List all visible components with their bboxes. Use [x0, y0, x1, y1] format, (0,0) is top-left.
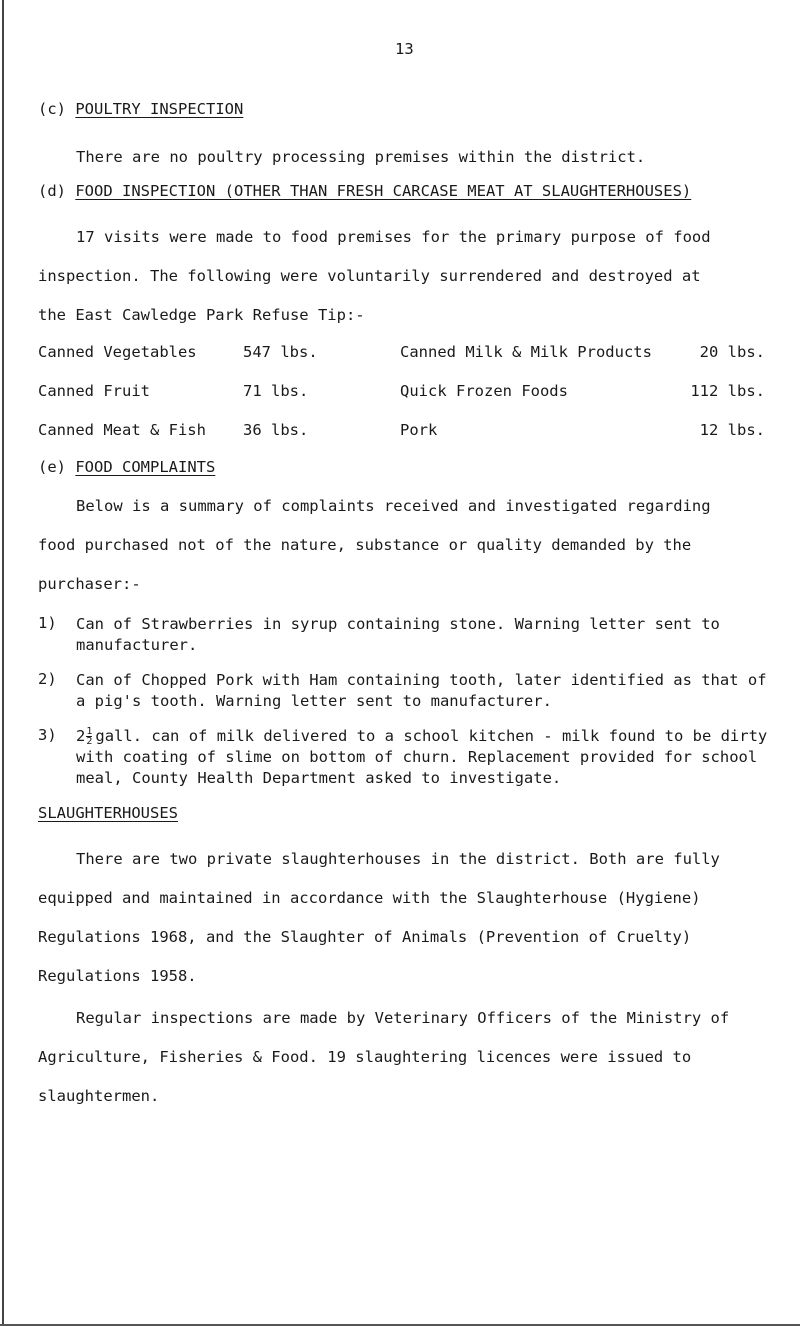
slaughterhouses-para1-line-2: equipped and maintained in accordance with the Slaughterhouse (Hygiene): [38, 889, 701, 907]
complaint-text: Can of Chopped Pork with Ham containing tooth, later identified as that of a pig's tooth. Warning letter sent to manufacturer.: [76, 671, 767, 710]
complaint-item-3: [76, 726, 776, 789]
poultry-text: There are no poultry processing premises within the district.: [76, 148, 646, 166]
item-left-name: Canned Fruit: [38, 382, 150, 400]
quantity-whole: 2: [76, 727, 86, 745]
complaints-line-3: purchaser:-: [38, 575, 141, 593]
slaughterhouses-para2-line-3: slaughtermen.: [38, 1087, 160, 1105]
poultry-heading: [38, 100, 243, 118]
food-inspection-heading: [38, 182, 691, 200]
slaughterhouses-heading: SLAUGHTERHOUSES: [38, 804, 178, 822]
slaughterhouses-para2-line-1: Regular inspections are made by Veterinary Officers of the Ministry of: [76, 1009, 730, 1027]
complaints-heading-prefix: (e): [38, 458, 66, 476]
item-left-qty: 71 lbs.: [243, 382, 309, 400]
food-inspection-line-1: 17 visits were made to food premises for the primary purpose of food: [76, 228, 711, 246]
complaint-number: 1): [38, 614, 57, 632]
page-number: 13: [395, 40, 414, 58]
food-inspection-heading-text: FOOD INSPECTION (OTHER THAN FRESH CARCASE MEAT AT SLAUGHTERHOUSES): [75, 182, 692, 200]
complaint-text: gall. can of milk delivered to a school kitchen - milk found to be dirty with coating of slime on bottom of churn. Replacement provided for school meal, County Health Department asked to investigate.: [76, 727, 768, 787]
slaughterhouses-para2-line-2: Agriculture, Fisheries & Food. 19 slaughtering licences were issued to: [38, 1048, 692, 1066]
scan-edge-left: [2, 0, 4, 1326]
fraction-numerator: 1: [86, 726, 93, 737]
item-right-name: Canned Milk & Milk Products: [400, 343, 652, 361]
food-inspection-heading-prefix: (d): [38, 182, 66, 200]
food-inspection-line-2: inspection. The following were voluntarily surrendered and destroyed at: [38, 267, 701, 285]
complaint-text: Can of Strawberries in syrup containing stone. Warning letter sent to manufacturer.: [76, 615, 720, 654]
item-left-qty: 36 lbs.: [243, 421, 309, 439]
item-right-qty: 112 lbs.: [690, 382, 765, 400]
item-left-name: Canned Meat & Fish: [38, 421, 206, 439]
item-left-name: Canned Vegetables: [38, 343, 197, 361]
item-right-name: Quick Frozen Foods: [400, 382, 568, 400]
item-right-name: Pork: [400, 421, 438, 439]
slaughterhouses-para1-line-1: There are two private slaughterhouses in the district. Both are fully: [76, 850, 720, 868]
complaints-line-2: food purchased not of the nature, substance or quality demanded by the: [38, 536, 692, 554]
item-right-qty: 12 lbs.: [699, 421, 765, 439]
complaint-number: 2): [38, 670, 57, 688]
item-left-qty: 547 lbs.: [243, 343, 318, 361]
poultry-heading-prefix: (c): [38, 100, 66, 118]
complaints-line-1: Below is a summary of complaints received and investigated regarding: [76, 497, 711, 515]
complaints-heading: [38, 458, 215, 476]
item-right-qty: 20 lbs.: [699, 343, 765, 361]
poultry-heading-text: POULTRY INSPECTION: [75, 100, 244, 118]
quantity-fraction: [86, 727, 92, 746]
complaint-number: 3): [38, 726, 57, 744]
fraction-denominator: 2: [86, 736, 93, 747]
food-inspection-line-3: the East Cawledge Park Refuse Tip:-: [38, 306, 365, 324]
complaints-heading-text: FOOD COMPLAINTS: [75, 458, 216, 476]
slaughterhouses-para1-line-3: Regulations 1968, and the Slaughter of Animals (Prevention of Cruelty): [38, 928, 692, 946]
slaughterhouses-para1-line-4: Regulations 1958.: [38, 967, 197, 985]
